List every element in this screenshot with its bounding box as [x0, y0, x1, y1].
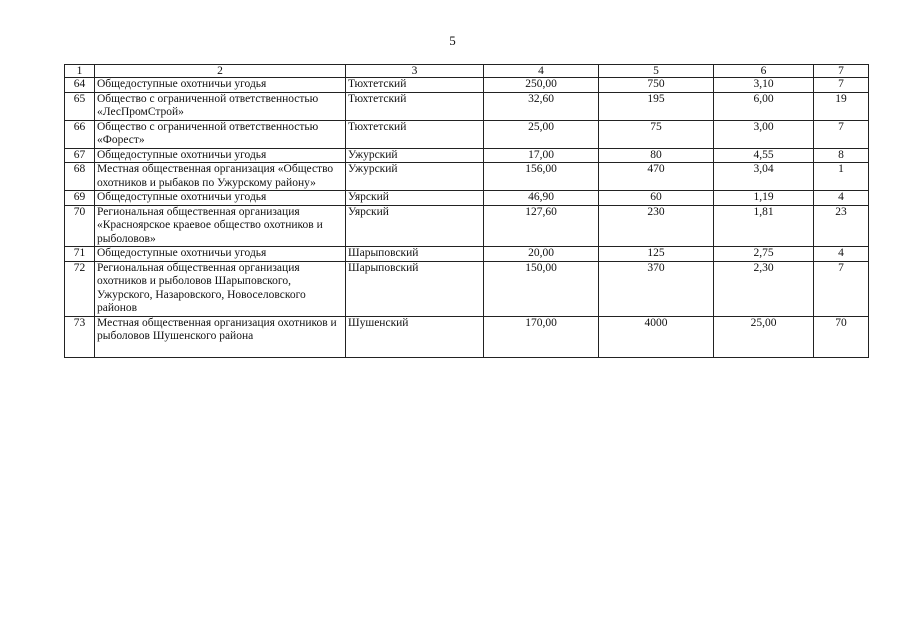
table-row	[65, 148, 869, 163]
column-7-value: 70	[814, 316, 869, 357]
row-number: 71	[65, 247, 95, 262]
district-name: Шарыповский	[346, 247, 484, 262]
column-6-value: 2,75	[714, 247, 814, 262]
table-row	[65, 92, 869, 120]
column-7-value: 7	[814, 78, 869, 93]
row-number: 66	[65, 120, 95, 148]
district-name: Тюхтетский	[346, 120, 484, 148]
row-number: 65	[65, 92, 95, 120]
area-value: 32,60	[484, 92, 599, 120]
column-header: 2	[95, 65, 346, 78]
table-row	[65, 163, 869, 191]
district-name: Уярский	[346, 205, 484, 247]
column-header: 1	[65, 65, 95, 78]
column-header: 4	[484, 65, 599, 78]
area-value: 25,00	[484, 120, 599, 148]
table-row	[65, 120, 869, 148]
organization-name: Региональная общественная организация охотников и рыболовов Шарыповского, Ужурского, Назаровского, Новоселовского районов	[95, 261, 346, 316]
column-6-value: 1,81	[714, 205, 814, 247]
column-6-value: 25,00	[714, 316, 814, 357]
area-value: 170,00	[484, 316, 599, 357]
area-value: 46,90	[484, 191, 599, 206]
column-5-value: 230	[599, 205, 714, 247]
table-row	[65, 316, 869, 357]
column-5-value: 60	[599, 191, 714, 206]
column-header: 6	[714, 65, 814, 78]
row-number: 67	[65, 148, 95, 163]
column-7-value: 1	[814, 163, 869, 191]
column-7-value: 4	[814, 247, 869, 262]
column-6-value: 4,55	[714, 148, 814, 163]
area-value: 150,00	[484, 261, 599, 316]
organization-name: Общедоступные охотничьи угодья	[95, 247, 346, 262]
district-name: Ужурский	[346, 163, 484, 191]
row-number: 64	[65, 78, 95, 93]
column-7-value: 8	[814, 148, 869, 163]
row-number: 72	[65, 261, 95, 316]
page-number: 5	[449, 33, 456, 48]
area-value: 250,00	[484, 78, 599, 93]
column-7-value: 19	[814, 92, 869, 120]
table-row	[65, 247, 869, 262]
table-row	[65, 78, 869, 93]
district-name: Тюхтетский	[346, 92, 484, 120]
organization-name: Общество с ограниченной ответственностью «Форест»	[95, 120, 346, 148]
organization-name: Местная общественная организация «Общество охотников и рыбаков по Ужурскому району»	[95, 163, 346, 191]
column-5-value: 75	[599, 120, 714, 148]
column-5-value: 4000	[599, 316, 714, 357]
column-header: 5	[599, 65, 714, 78]
column-7-value: 7	[814, 261, 869, 316]
organization-name: Региональная общественная организация «Красноярское краевое общество охотников и рыболовов»	[95, 205, 346, 247]
column-6-value: 3,10	[714, 78, 814, 93]
district-name: Уярский	[346, 191, 484, 206]
column-7-value: 7	[814, 120, 869, 148]
area-value: 20,00	[484, 247, 599, 262]
column-5-value: 195	[599, 92, 714, 120]
column-7-value: 23	[814, 205, 869, 247]
column-5-value: 370	[599, 261, 714, 316]
column-5-value: 80	[599, 148, 714, 163]
column-header: 7	[814, 65, 869, 78]
area-value: 156,00	[484, 163, 599, 191]
table-row	[65, 261, 869, 316]
row-number: 73	[65, 316, 95, 357]
area-value: 17,00	[484, 148, 599, 163]
district-name: Ужурский	[346, 148, 484, 163]
column-6-value: 3,04	[714, 163, 814, 191]
column-6-value: 1,19	[714, 191, 814, 206]
district-name: Тюхтетский	[346, 78, 484, 93]
row-number: 68	[65, 163, 95, 191]
column-6-value: 3,00	[714, 120, 814, 148]
column-6-value: 2,30	[714, 261, 814, 316]
row-number: 70	[65, 205, 95, 247]
organization-name: Общедоступные охотничьи угодья	[95, 78, 346, 93]
area-value: 127,60	[484, 205, 599, 247]
row-number: 69	[65, 191, 95, 206]
organization-name: Местная общественная организация охотников и рыболовов Шушенского района	[95, 316, 346, 357]
organization-name: Общедоступные охотничьи угодья	[95, 191, 346, 206]
table-row	[65, 191, 869, 206]
column-header: 3	[346, 65, 484, 78]
organization-name: Общедоступные охотничьи угодья	[95, 148, 346, 163]
district-name: Шушенский	[346, 316, 484, 357]
table-row	[65, 205, 869, 247]
table-header-row	[65, 65, 869, 78]
column-6-value: 6,00	[714, 92, 814, 120]
district-name: Шарыповский	[346, 261, 484, 316]
column-7-value: 4	[814, 191, 869, 206]
hunting-grounds-table	[64, 64, 869, 358]
column-5-value: 125	[599, 247, 714, 262]
organization-name: Общество с ограниченной ответственностью «ЛесПромСтрой»	[95, 92, 346, 120]
column-5-value: 470	[599, 163, 714, 191]
column-5-value: 750	[599, 78, 714, 93]
